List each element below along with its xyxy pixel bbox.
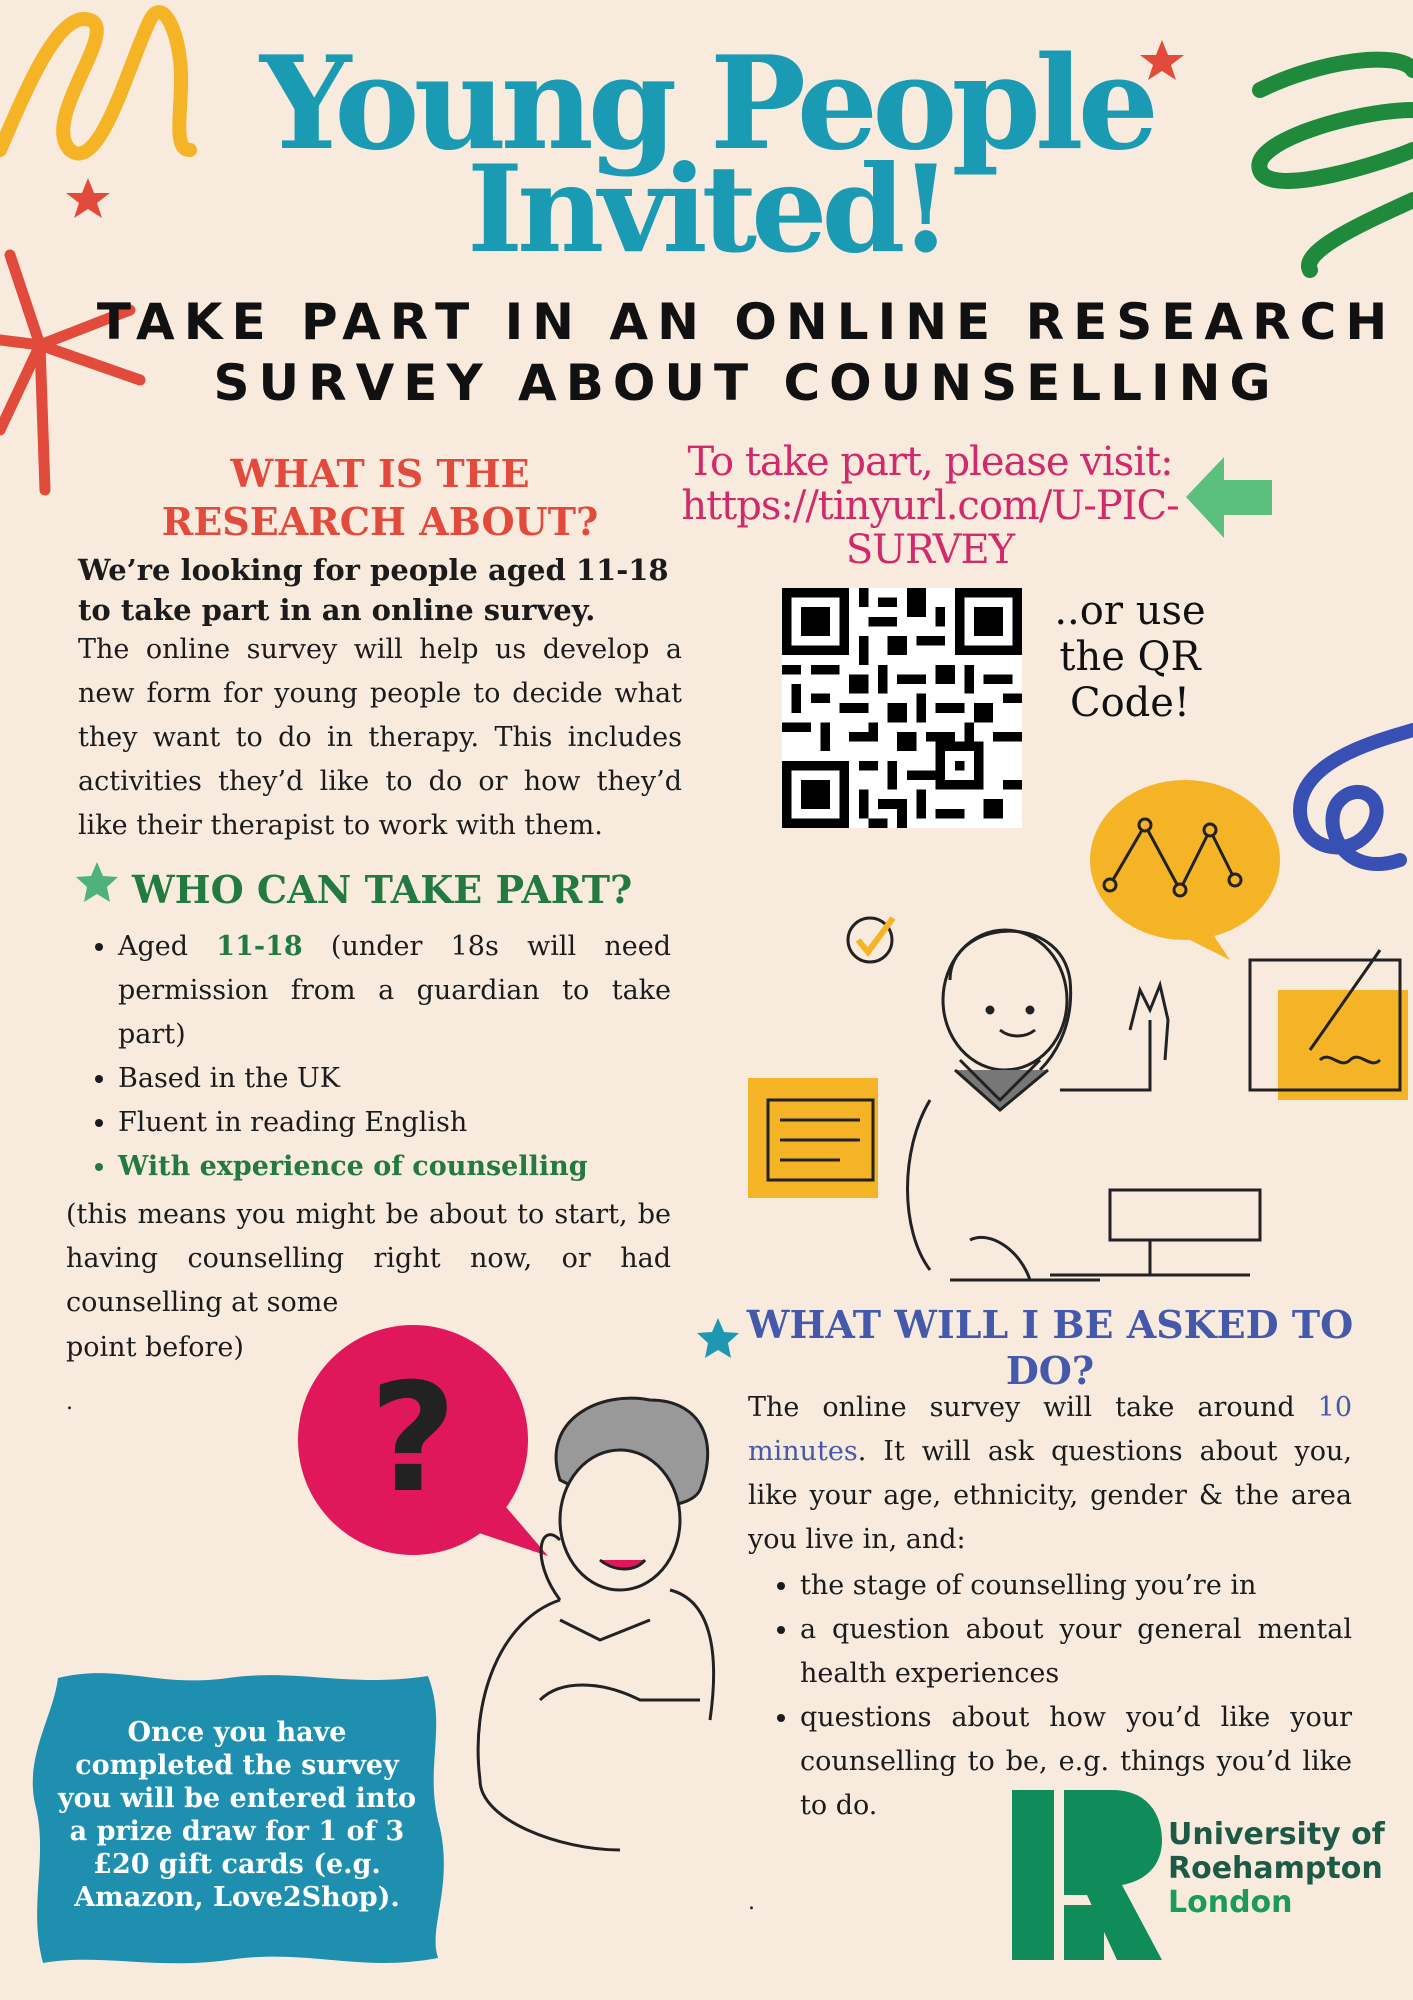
who-item-age-suffix: (under 18s will need permission from a guardian to take part) bbox=[118, 931, 671, 1050]
logo-line-2: Roehampton bbox=[1168, 1851, 1383, 1886]
star-green bbox=[76, 862, 118, 902]
about-lead: We’re looking for people aged 11-18 to take part in an online survey. bbox=[78, 553, 669, 627]
asked-item-stage: • the stage of counselling you’re in bbox=[800, 1564, 1352, 1608]
survey-link-end[interactable]: SURVEY bbox=[845, 527, 1015, 573]
logo-line-1: University of bbox=[1168, 1817, 1385, 1852]
who-item-age-range: 11-18 bbox=[216, 931, 303, 962]
asked-intro-prefix: The online survey will take around bbox=[748, 1392, 1318, 1423]
subtitle-line-1: TAKE PART IN AN ONLINE RESEARCH bbox=[96, 293, 1397, 351]
prize-text: Once you have completed the survey you will be entered into a prize draw for 1 of 3 £20 gift cards (e.g. Amazon, Love2Shop). bbox=[57, 1717, 417, 1913]
person-laptop-illustration bbox=[748, 930, 1408, 1280]
visit-line-1: To take part, please visit: bbox=[687, 439, 1173, 485]
who-item-uk: • Based in the UK bbox=[118, 1057, 671, 1101]
who-note bbox=[66, 1193, 671, 1325]
asked-intro-suffix: . It will ask questions about you, like your age, ethnicity, gender & the area you live in, and: bbox=[748, 1436, 1352, 1555]
about-body: The online survey will help us develop a new form for young people to decide what they want to do in therapy. This includes activities they’d like to do or how they’d like their therapist to work with them. bbox=[78, 634, 682, 841]
who-heading: WHO CAN TAKE PART? bbox=[132, 867, 633, 912]
qr-caption-line-3: Code! bbox=[1069, 680, 1191, 726]
qr-code[interactable] bbox=[782, 588, 1022, 828]
qr-caption bbox=[1040, 588, 1220, 726]
subtitle-line-2: SURVEY ABOUT COUNSELLING bbox=[213, 354, 1280, 412]
asked-intro bbox=[748, 1386, 1352, 1562]
svg-text:?: ? bbox=[369, 1352, 457, 1526]
logo-line-3: London bbox=[1168, 1885, 1293, 1920]
about-heading-line-2: RESEARCH ABOUT? bbox=[161, 499, 599, 544]
who-list bbox=[66, 925, 671, 1189]
who-item-age-prefix: Aged bbox=[118, 931, 217, 962]
qr-caption-line-2: the QR bbox=[1059, 634, 1201, 680]
squiggle-blue bbox=[1300, 730, 1413, 864]
about-heading-line-1: WHAT IS THE bbox=[230, 451, 530, 496]
university-logo-text bbox=[1168, 1818, 1408, 1920]
who-dot: . bbox=[66, 1390, 73, 1415]
university-logo-icon bbox=[1012, 1790, 1162, 1960]
qr-caption-line-1: ..or use bbox=[1054, 588, 1206, 634]
about-heading bbox=[150, 450, 610, 546]
who-note-end: point before) bbox=[66, 1332, 244, 1363]
asked-list bbox=[748, 1564, 1352, 1828]
graph-bubble bbox=[1090, 780, 1280, 960]
who-item-age bbox=[118, 925, 671, 1057]
who-item-experience: • With experience of counselling bbox=[118, 1145, 671, 1189]
who-item-english: • Fluent in reading English bbox=[118, 1101, 671, 1145]
asked-dot: . bbox=[748, 1890, 755, 1915]
who-note-text: (this means you might be about to start, be having counselling right now, or had counselling at some bbox=[66, 1199, 671, 1318]
asked-heading: WHAT WILL I BE ASKED TO DO? bbox=[746, 1302, 1354, 1393]
asked-duration: 10 minutes bbox=[748, 1392, 1352, 1467]
checkmark-circle bbox=[848, 918, 893, 962]
asked-item-preferences: • questions about how you’d like your counselling to be, e.g. things you’d like to do. bbox=[800, 1696, 1352, 1828]
title-line-1: Young People bbox=[260, 29, 1153, 179]
star-blue bbox=[697, 1318, 739, 1358]
survey-link[interactable]: https://tinyurl.com/U-PIC- bbox=[681, 483, 1179, 529]
asked-item-mental-health: • a question about your general mental health experiences bbox=[800, 1608, 1352, 1696]
title-line-2: Invited! bbox=[466, 139, 947, 280]
visit-text bbox=[650, 440, 1210, 572]
